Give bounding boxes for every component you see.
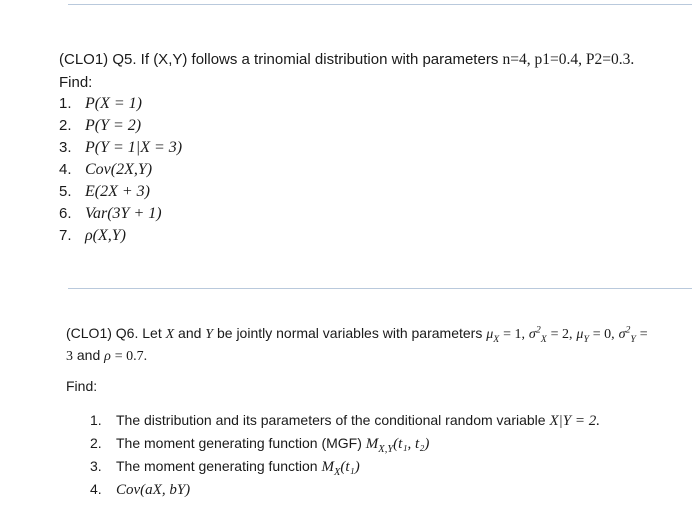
q6-eq4: = (639, 327, 648, 342)
q5-list (59, 93, 182, 247)
q6-item (90, 432, 600, 455)
q6-list (90, 409, 600, 501)
q5-item (59, 137, 182, 159)
q6-and-word: and (178, 325, 202, 341)
q5-item-number: 4. (59, 161, 72, 178)
q6-item-math: X|Y = 2. (549, 413, 600, 429)
q5-item-expr: P(Y = 2) (85, 117, 142, 134)
q6-intro (66, 323, 648, 345)
q5-item (59, 181, 182, 203)
q6-item-math: $M_X(t_1)$ (321, 459, 360, 478)
q5-item-expr: Cov(2X,Y) (85, 161, 153, 178)
q6-mu-y: $\mu_Y$ (576, 327, 589, 345)
q5-item (59, 115, 182, 137)
q5-intro-text: (CLO1) Q5. If (X,Y) follows a trinomial distribution with parameters (59, 51, 499, 68)
q5-item-number: 3. (59, 139, 72, 156)
q6-item (90, 455, 600, 478)
q5-item-expr: P(X = 1) (85, 95, 142, 112)
q5-item (59, 225, 182, 247)
q6-item-math: $M_{X,Y}(t_1$, t₂) (365, 436, 430, 455)
q6-item-number: 2. (90, 435, 102, 451)
q5-item-number: 7. (59, 227, 72, 244)
q6-find-label: Find: (66, 378, 98, 394)
q5-item-number: 6. (59, 205, 72, 222)
q6-mu-x: $\mu_X$ (486, 327, 500, 345)
q6-line2-value: 3 (66, 349, 73, 364)
q5-item (59, 93, 182, 115)
top-divider (68, 4, 692, 5)
q6-item (90, 409, 600, 432)
q6-eq1: = 1, (503, 327, 526, 342)
q5-params: n=4, p1=0.4, P2=0.3. (502, 51, 635, 68)
q6-item-number: 3. (90, 458, 102, 474)
q6-var-y: Y (205, 327, 214, 342)
q5-item (59, 203, 182, 225)
q6-item-math: Cov(aX, bY) (116, 482, 191, 498)
q5-item-number: 2. (59, 117, 72, 134)
q6-rho: ρ (104, 349, 111, 364)
q5-intro (59, 50, 634, 70)
q5-item-expr: E(2X + 3) (85, 183, 150, 200)
q6-sigma-x: $\sigma^2_X$ (528, 324, 547, 345)
q5-item-number: 1. (59, 95, 72, 112)
q6-rho-eq: = 0.7. (114, 349, 148, 364)
q5-item-number: 5. (59, 183, 72, 200)
q5-item-expr: P(Y = 1|X = 3) (85, 139, 183, 156)
q6-item-text: The distribution and its parameters of the conditional random variable (116, 412, 546, 428)
q5-find-label: Find: (59, 74, 93, 91)
q6-item-number: 1. (90, 412, 102, 428)
q6-intro-mid: be jointly normal variables with parameters (216, 325, 483, 341)
q6-item-text: The moment generating function (MGF) (116, 435, 362, 451)
q6-eq2: = 2, (550, 327, 573, 342)
q6-sigma-y: $\sigma^2_Y$ (618, 324, 636, 345)
q6-var-x: X (165, 327, 175, 342)
q6-intro-line2 (66, 345, 147, 367)
q6-line2-and: and (76, 347, 101, 363)
section-divider (68, 288, 692, 289)
q5-item-expr: Var(3Y + 1) (85, 205, 162, 222)
q6-eq3: = 0, (592, 327, 615, 342)
q5-item-expr: ρ(X,Y) (85, 227, 127, 244)
q5-item (59, 159, 182, 181)
q6-item (90, 478, 600, 501)
q6-intro-prefix: (CLO1) Q6. Let (66, 325, 162, 341)
q6-item-number: 4. (90, 481, 102, 497)
q6-item-text: The moment generating function (116, 458, 318, 474)
